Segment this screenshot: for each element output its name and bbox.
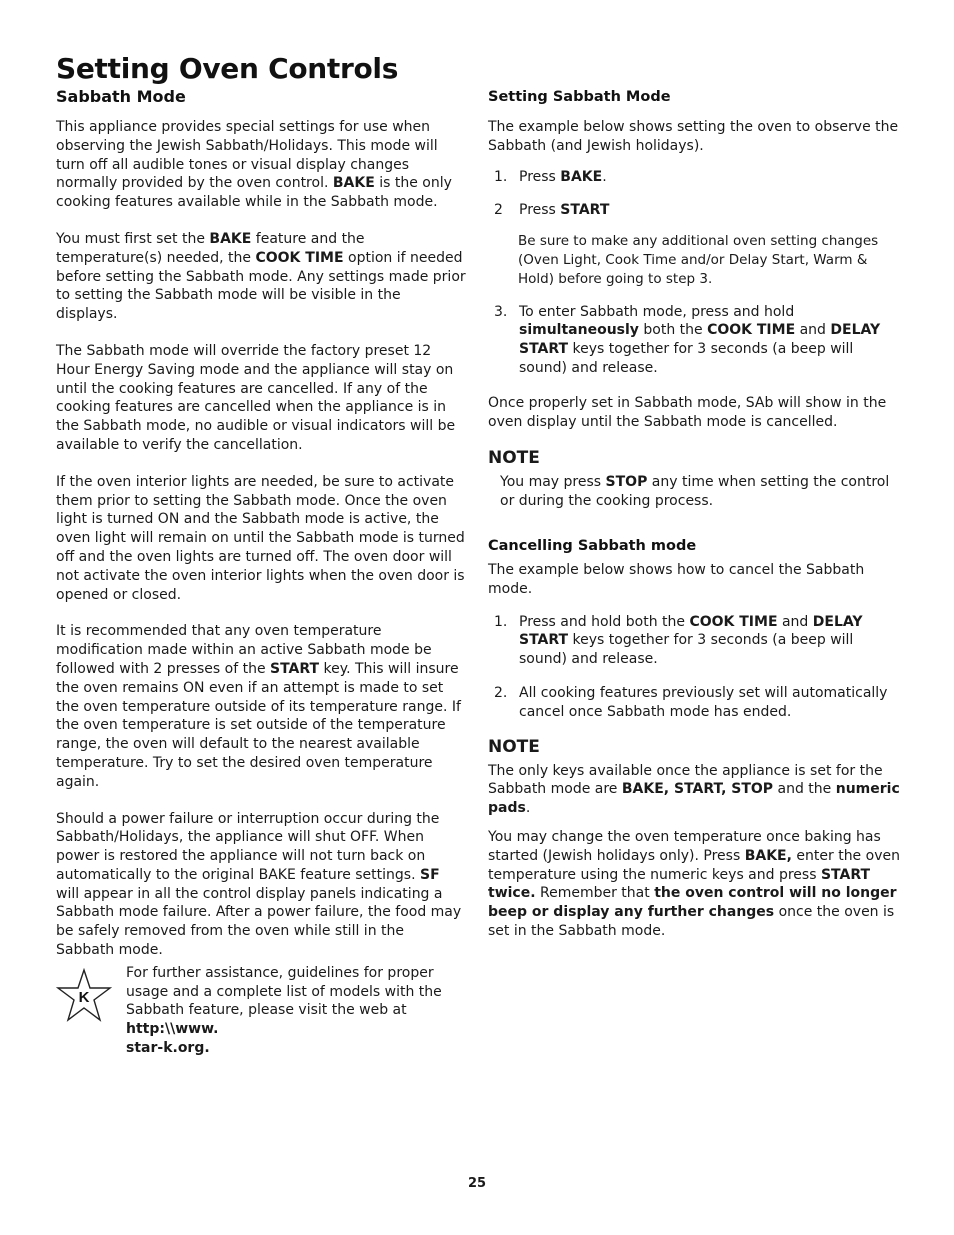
svg-text:K: K <box>78 988 90 1006</box>
setting-steps-list <box>488 168 900 221</box>
paragraph-bake-setup: You must first set the BAKE feature and the temperature(s) needed, the COOK TIME option if needed before setting the Sabbath mode. Any settings made prior to setting the Sabbath mode will be visible in the displays. <box>56 230 466 323</box>
paragraph-lights: If the oven interior lights are needed, be sure to activate them prior to setting the Sabbath mode. Once the oven light is turned ON and the Sabbath mode is active, the oven light will remain on until the Sabbath mode is turned off and the oven lights are turned off. The oven door will not activate the oven interior lights when the oven door is opened or closed. <box>56 473 465 603</box>
list-item: 2 Press START <box>494 202 610 219</box>
note-2-temperature: You may change the oven temperature once baking has started (Jewish holidays only). Press BAKE, enter the oven temperature using the numeric keys and press START twice. Remember that the oven control will no longer beep or display any further changes once the oven is set in the Sabbath mode. <box>488 828 900 939</box>
paragraph-power-failure: Should a power failure or interruption occur during the Sabbath/Holidays, the appliance will shut OFF. When power is restored the appliance will not turn back on automatically to the original BAKE feature settings. SF will appear in all the control display panels indicating a Sabbath mode failure. After a power failure, the food may be safely removed from the oven while still in the Sabbath mode. <box>56 810 462 959</box>
setting-step-3 <box>488 303 900 378</box>
page-title: Setting Oven Controls <box>56 52 399 85</box>
note-2-keys: The only keys available once the appliance is set for the Sabbath mode are BAKE, START, STOP and the numeric pads. <box>488 762 900 817</box>
step-subnote: Be sure to make any additional oven setting changes (Oven Light, Cook Time and/or Delay Start, Warm & Hold) before going to step 3. <box>518 233 879 287</box>
star-k-icon <box>56 968 112 1024</box>
paragraph-setting-intro: The example below shows setting the oven to observe the Sabbath (and Jewish holidays). <box>488 119 899 154</box>
list-item: 2. All cooking features previously set will automatically cancel once Sabbath mode has ended. <box>494 684 888 720</box>
section-heading-cancelling: Cancelling Sabbath mode <box>488 537 697 554</box>
list-item: 1. Press BAKE. <box>494 168 607 185</box>
star-k-link[interactable]: http:\\www. star-k.org <box>126 1021 219 1057</box>
left-column <box>56 86 466 1057</box>
note-title-1: NOTE <box>488 448 540 469</box>
paragraph-override: The Sabbath mode will override the factory preset 12 Hour Energy Saving mode and the appliance will stay on until the cooking features are cancelled. If any of the cooking features are cancelled when the appliance is in the Sabbath mode, no audible or visual indicators will be available to verify the cancellation. <box>56 342 456 453</box>
paragraph-intro: This appliance provides special settings for use when observing the Jewish Sabbath/Holidays. This mode will turn off all audible tones or visual display changes normally provided by the oven control. BAKE is the only cooking features available while in the Sabbath mode. <box>56 119 452 211</box>
paragraph-cancel-intro: The example below shows how to cancel the Sabbath mode. <box>488 561 865 597</box>
star-k-notice <box>56 964 466 1057</box>
cancel-steps-list <box>488 613 900 722</box>
note-title-2: NOTE <box>488 736 540 757</box>
paragraph-temperature: It is recommended that any oven temperature modification made within an active Sabbath mode be followed with 2 presses of the START key. This will insure the oven remains ON even if an attempt is made to set the oven temperature outside of its temperature range. If the oven temperature is set outside of the temperature range, the oven will default to the nearest available temperature. Try to set the desired oven temperature again. <box>56 623 461 790</box>
page-number: 25 <box>467 1176 487 1191</box>
note-1-text: You may press STOP any time when setting the control or during the cooking process. <box>500 474 890 510</box>
section-heading-sabbath-mode: Sabbath Mode <box>56 87 186 106</box>
star-k-text: For further assistance, guidelines for proper usage and a complete list of models with the Sabbath feature, please visit the web at http:\\www. star-k.org. <box>126 964 442 1057</box>
paragraph-once-set: Once properly set in Sabbath mode, SAb will show in the oven display until the Sabbath mode is cancelled. <box>488 394 887 430</box>
list-item: 1. Press and hold both the COOK TIME and DELAY START keys together for 3 seconds (a beep will sound) and release. <box>494 613 863 668</box>
right-column <box>488 86 900 959</box>
section-heading-setting-sabbath: Setting Sabbath Mode <box>488 89 671 105</box>
list-item: 3. To enter Sabbath mode, press and hold simultaneously both the COOK TIME and DELAY START keys together for 3 seconds (a beep will sound) and release. <box>494 303 881 376</box>
